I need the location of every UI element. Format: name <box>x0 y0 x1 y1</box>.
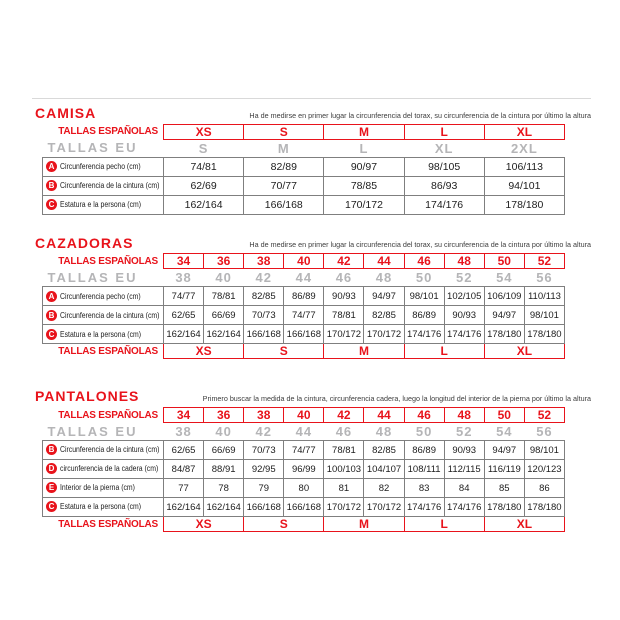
measurement-value-cell: 86/89 <box>284 287 324 306</box>
measurement-value-cell: 62/65 <box>164 306 204 325</box>
measurement-row <box>43 479 565 498</box>
measurement-value-cell: 98/101 <box>524 441 564 460</box>
spanish-size-group-cell: XL <box>484 344 564 359</box>
measurement-value-cell: 78/81 <box>324 441 364 460</box>
measurement-value-cell: 178/180 <box>524 498 564 517</box>
eu-size-cell: 40 <box>215 270 232 286</box>
measurement-value-cell: 178/180 <box>524 325 564 344</box>
eu-size-cell: 40 <box>215 424 232 440</box>
spanish-size-cell: XS <box>164 124 244 139</box>
measurement-value-cell: 94/97 <box>484 441 524 460</box>
measurement-value-cell: 85 <box>484 479 524 498</box>
measurement-label: Circunferencia pecho (cm) <box>60 161 141 171</box>
measurement-value-cell: 162/164 <box>164 325 204 344</box>
spanish-size-group-cell: M <box>324 517 404 532</box>
letter-badge-icon: A <box>46 291 57 302</box>
measurement-value-cell: 112/115 <box>444 460 484 479</box>
measurement-value-cell: 84 <box>444 479 484 498</box>
spanish-sizes-row <box>43 408 565 423</box>
measurement-value-cell: 110/113 <box>524 287 564 306</box>
spanish-size-cell: 38 <box>244 254 284 269</box>
letter-badge-icon: B <box>46 444 57 455</box>
eu-size-cell: 50 <box>415 424 433 440</box>
measurement-value-cell: 90/93 <box>324 287 364 306</box>
eu-size-cell: 42 <box>255 424 272 440</box>
measurement-value-cell: 86/89 <box>404 306 444 325</box>
measurement-label-cell <box>43 287 164 306</box>
measurement-value-cell: 79 <box>244 479 284 498</box>
measurement-label: Circunferencia de la cintura (cm) <box>60 445 160 455</box>
spanish-size-cell: XL <box>484 124 564 139</box>
measurement-value-cell: 98/105 <box>404 157 484 176</box>
eu-sizes-row <box>43 423 565 441</box>
eu-size-cell: 54 <box>496 424 513 440</box>
measurement-row <box>43 195 565 214</box>
measurement-value-cell: 170/172 <box>364 498 404 517</box>
section-note: Ha de medirse en primer lugar la circunferencia del torax, su circunferencia de la cintura por último la altura <box>249 240 591 250</box>
measurement-value-cell: 178/180 <box>484 498 524 517</box>
section-header <box>35 106 591 121</box>
measurement-value-cell: 174/176 <box>404 498 444 517</box>
eu-size-cell: M <box>277 140 290 156</box>
measurement-value-cell: 82/89 <box>244 157 324 176</box>
spanish-size-cell: 42 <box>324 408 364 423</box>
spanish-sizes-label: TALLAS ESPAÑOLAS <box>58 126 158 138</box>
measurement-value-cell: 174/176 <box>404 195 484 214</box>
measurement-label: Circunferencia pecho (cm) <box>60 291 141 301</box>
measurement-label: Estatura e la persona (cm) <box>60 199 142 209</box>
section-title: CAMISA <box>35 105 97 121</box>
letter-badge-icon: D <box>46 463 57 474</box>
spanish-size-cell: 48 <box>444 408 484 423</box>
measurement-value-cell: 170/172 <box>324 498 364 517</box>
spanish-size-cell: 34 <box>164 254 204 269</box>
spanish-sizes-row <box>43 124 565 139</box>
spanish-size-group-cell: M <box>324 344 404 359</box>
measurement-value-cell: 77 <box>164 479 204 498</box>
measurement-value-cell: 100/103 <box>324 460 364 479</box>
spanish-size-cell: 46 <box>404 408 444 423</box>
spanish-size-cell: 42 <box>324 254 364 269</box>
spanish-sizes-label: TALLAS ESPAÑOLAS <box>58 346 158 358</box>
spanish-size-group-cell: S <box>244 517 324 532</box>
measurement-value-cell: 162/164 <box>204 325 244 344</box>
spanish-size-cell: 36 <box>204 408 244 423</box>
eu-size-cell: 38 <box>175 270 192 286</box>
eu-size-cell: L <box>359 140 369 156</box>
measurement-value-cell: 62/69 <box>164 176 244 195</box>
measurement-value-cell: 92/95 <box>244 460 284 479</box>
measurement-value-cell: 174/176 <box>444 498 484 517</box>
spanish-size-group-cell: XL <box>484 517 564 532</box>
spanish-size-cell: 52 <box>524 254 564 269</box>
eu-size-cell: 54 <box>496 270 513 286</box>
measurement-value-cell: 166/168 <box>244 498 284 517</box>
spanish-size-cell: 36 <box>204 254 244 269</box>
measurement-label: Interior de la pierna (cm) <box>60 483 135 493</box>
eu-size-cell: 52 <box>455 424 473 440</box>
spanish-size-cell: S <box>244 124 324 139</box>
letter-badge-icon: B <box>46 180 57 191</box>
camisa-size-table <box>42 124 565 215</box>
spanish-size-cell: 34 <box>164 408 204 423</box>
eu-size-cell: 46 <box>335 270 353 286</box>
measurement-value-cell: 62/65 <box>164 441 204 460</box>
measurement-value-cell: 66/69 <box>204 306 244 325</box>
measurement-value-cell: 166/168 <box>244 325 284 344</box>
measurement-value-cell: 170/172 <box>364 325 404 344</box>
measurement-label: circunferencia de la cadera (cm) <box>60 464 159 474</box>
measurement-value-cell: 78/85 <box>324 176 404 195</box>
section-note: Ha de medirse en primer lugar la circunferencia del torax, su circunferencia de la cintura por último la altura <box>249 110 591 120</box>
spanish-size-cell: 50 <box>484 254 524 269</box>
eu-size-cell: 2XL <box>510 140 538 156</box>
measurement-value-cell: 170/172 <box>324 195 404 214</box>
measurement-value-cell: 98/101 <box>524 306 564 325</box>
letter-badge-icon: C <box>46 199 57 210</box>
measurement-value-cell: 74/81 <box>164 157 244 176</box>
measurement-value-cell: 162/164 <box>164 498 204 517</box>
measurement-label: Circunferencia de la cintura (cm) <box>60 180 160 190</box>
spanish-size-cell: L <box>404 124 484 139</box>
eu-sizes-label: TALLAS EU <box>47 423 138 439</box>
measurement-value-cell: 178/180 <box>484 195 564 214</box>
measurement-row <box>43 287 565 306</box>
spanish-size-cell: 38 <box>244 408 284 423</box>
spanish-sizes-label: TALLAS ESPAÑOLAS <box>58 255 158 267</box>
measurement-value-cell: 70/73 <box>244 441 284 460</box>
eu-size-cell: 42 <box>255 270 272 286</box>
eu-size-cell: 56 <box>536 270 553 286</box>
measurement-value-cell: 162/164 <box>204 498 244 517</box>
measurement-row <box>43 176 565 195</box>
measurement-value-cell: 82/85 <box>244 287 284 306</box>
measurement-value-cell: 90/97 <box>324 157 404 176</box>
measurement-label-cell <box>43 157 164 176</box>
eu-size-cell: 48 <box>375 270 393 286</box>
measurement-row <box>43 460 565 479</box>
section-header <box>35 389 591 404</box>
measurement-value-cell: 166/168 <box>284 498 324 517</box>
spanish-sizes-row <box>43 254 565 269</box>
measurement-value-cell: 116/119 <box>484 460 524 479</box>
measurement-value-cell: 83 <box>404 479 444 498</box>
spanish-size-cell: 50 <box>484 408 524 423</box>
measurement-row <box>43 498 565 517</box>
measurement-label-cell <box>43 498 164 517</box>
measurement-value-cell: 82/85 <box>364 441 404 460</box>
measurement-row <box>43 157 565 176</box>
section-title: PANTALONES <box>35 388 140 405</box>
measurement-value-cell: 74/77 <box>164 287 204 306</box>
measurement-value-cell: 120/123 <box>524 460 564 479</box>
eu-sizes-row <box>43 269 565 287</box>
letter-badge-icon: E <box>46 482 57 493</box>
eu-size-cell: 56 <box>536 424 553 440</box>
measurement-value-cell: 74/77 <box>284 441 324 460</box>
eu-size-cell: S <box>198 140 209 156</box>
spanish-sizes-label: TALLAS ESPAÑOLAS <box>58 409 158 421</box>
measurement-row <box>43 441 565 460</box>
eu-sizes-label: TALLAS EU <box>47 140 138 156</box>
measurement-value-cell: 104/107 <box>364 460 404 479</box>
measurement-value-cell: 162/164 <box>164 195 244 214</box>
measurement-value-cell: 90/93 <box>444 306 484 325</box>
measurement-value-cell: 106/113 <box>484 157 564 176</box>
measurement-value-cell: 90/93 <box>444 441 484 460</box>
measurement-value-cell: 82 <box>364 479 404 498</box>
eu-size-cell: 44 <box>295 424 313 440</box>
letter-badge-icon: C <box>46 501 57 512</box>
spanish-size-cell: 52 <box>524 408 564 423</box>
spanish-size-group-cell: S <box>244 344 324 359</box>
measurement-value-cell: 170/172 <box>324 325 364 344</box>
spanish-size-group-cell: XS <box>164 517 244 532</box>
measurement-value-cell: 102/105 <box>444 287 484 306</box>
measurement-label: Estatura e la persona (cm) <box>60 329 142 339</box>
eu-size-cell: 50 <box>415 270 433 286</box>
section-header <box>35 236 591 251</box>
spanish-size-cell: M <box>324 124 404 139</box>
measurement-value-cell: 96/99 <box>284 460 324 479</box>
measurement-label-cell <box>43 460 164 479</box>
spanish-size-group-cell: L <box>404 344 484 359</box>
measurement-value-cell: 86/89 <box>404 441 444 460</box>
measurement-label-cell <box>43 306 164 325</box>
measurement-label-cell <box>43 195 164 214</box>
eu-size-cell: XL <box>434 140 454 156</box>
eu-size-cell: 38 <box>175 424 192 440</box>
measurement-row <box>43 306 565 325</box>
measurement-value-cell: 98/101 <box>404 287 444 306</box>
spanish-size-cell: 44 <box>364 408 404 423</box>
measurement-value-cell: 86/93 <box>404 176 484 195</box>
measurement-value-cell: 178/180 <box>484 325 524 344</box>
letter-badge-icon: B <box>46 310 57 321</box>
measurement-value-cell: 108/111 <box>404 460 444 479</box>
measurement-value-cell: 106/109 <box>484 287 524 306</box>
section-title: CAZADORAS <box>35 234 134 251</box>
cazadoras-size-table <box>42 253 565 359</box>
measurement-value-cell: 78/81 <box>324 306 364 325</box>
size-chart-content <box>32 98 591 532</box>
measurement-value-cell: 84/87 <box>164 460 204 479</box>
measurement-label: Circunferencia de la cintura (cm) <box>60 310 160 320</box>
measurement-value-cell: 78 <box>204 479 244 498</box>
spanish-sizes-label: TALLAS ESPAÑOLAS <box>58 518 158 530</box>
eu-size-cell: 52 <box>455 270 473 286</box>
measurement-value-cell: 166/168 <box>284 325 324 344</box>
spanish-size-group-cell: L <box>404 517 484 532</box>
measurement-value-cell: 174/176 <box>404 325 444 344</box>
spanish-size-groups-row <box>43 344 565 359</box>
eu-sizes-label: TALLAS EU <box>47 270 138 286</box>
measurement-value-cell: 94/97 <box>364 287 404 306</box>
measurement-value-cell: 70/73 <box>244 306 284 325</box>
pantalones-size-table <box>42 407 565 532</box>
measurement-label-cell <box>43 479 164 498</box>
measurement-value-cell: 174/176 <box>444 325 484 344</box>
letter-badge-icon: C <box>46 329 57 340</box>
spanish-size-group-cell: XS <box>164 344 244 359</box>
spanish-size-cell: 48 <box>444 254 484 269</box>
letter-badge-icon: A <box>46 161 57 172</box>
measurement-value-cell: 88/91 <box>204 460 244 479</box>
measurement-value-cell: 80 <box>284 479 324 498</box>
measurement-row <box>43 325 565 344</box>
measurement-value-cell: 78/81 <box>204 287 244 306</box>
measurement-value-cell: 86 <box>524 479 564 498</box>
spanish-size-cell: 40 <box>284 254 324 269</box>
measurement-value-cell: 81 <box>324 479 364 498</box>
section-cazadoras <box>32 236 591 360</box>
measurement-value-cell: 66/69 <box>204 441 244 460</box>
measurement-label: Estatura e la persona (cm) <box>60 502 142 512</box>
spanish-size-cell: 44 <box>364 254 404 269</box>
measurement-value-cell: 166/168 <box>244 195 324 214</box>
spanish-size-cell: 46 <box>404 254 444 269</box>
spanish-size-groups-row <box>43 517 565 532</box>
section-camisa <box>32 106 591 215</box>
measurement-value-cell: 82/85 <box>364 306 404 325</box>
measurement-label-cell <box>43 325 164 344</box>
measurement-value-cell: 94/97 <box>484 306 524 325</box>
measurement-value-cell: 70/77 <box>244 176 324 195</box>
section-pantalones <box>32 389 591 532</box>
eu-size-cell: 48 <box>375 424 393 440</box>
section-note: Primero buscar la medida de la cintura, circunferencia cadera, luego la longitud del interior de la pierna por último la altura <box>202 394 591 404</box>
measurement-value-cell: 94/101 <box>484 176 564 195</box>
eu-size-cell: 46 <box>335 424 353 440</box>
measurement-value-cell: 74/77 <box>284 306 324 325</box>
spanish-size-cell: 40 <box>284 408 324 423</box>
eu-sizes-row <box>43 139 565 157</box>
eu-size-cell: 44 <box>295 270 313 286</box>
measurement-label-cell <box>43 176 164 195</box>
measurement-label-cell <box>43 441 164 460</box>
